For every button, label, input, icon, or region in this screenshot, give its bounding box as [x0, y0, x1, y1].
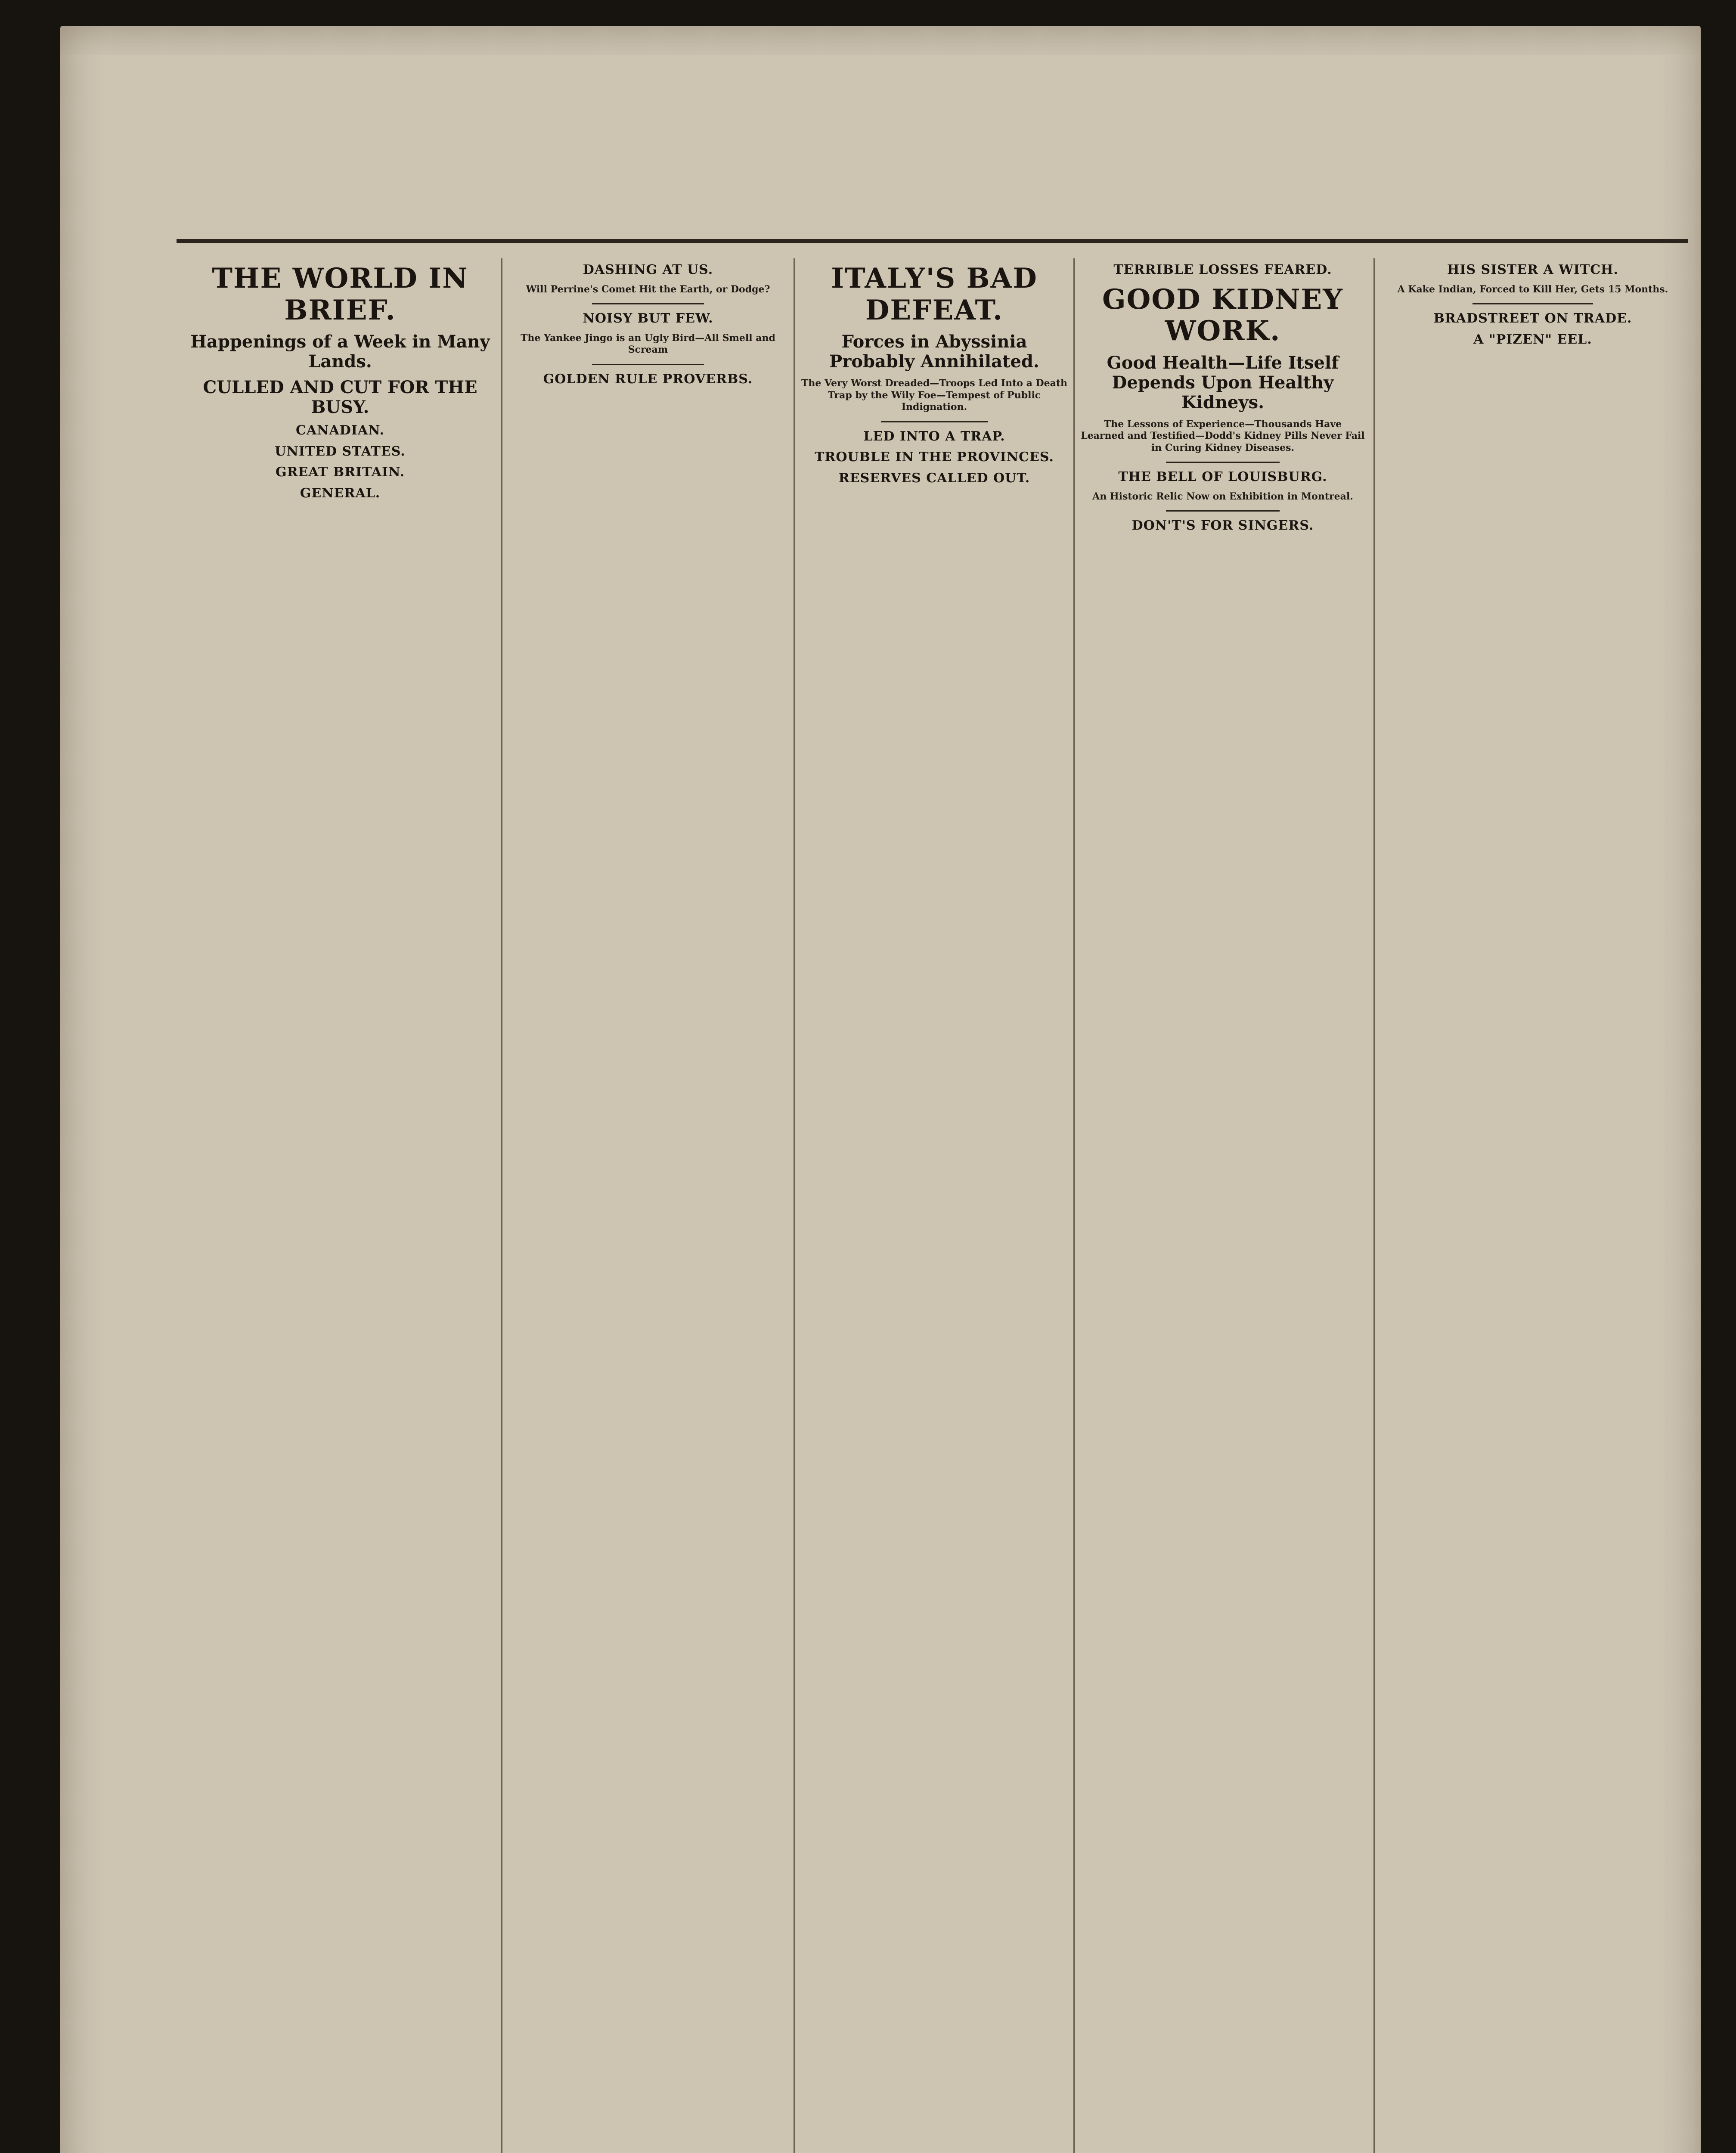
headline: Happenings of a Week in Many Lands. — [190, 332, 490, 372]
section-divider — [1166, 462, 1280, 463]
column-4 — [1081, 258, 1365, 2153]
column-separator — [1373, 258, 1375, 2153]
section-divider — [1472, 303, 1593, 304]
headline: GOOD KIDNEY WORK. — [1102, 283, 1343, 347]
headline: TROUBLE IN THE PROVINCES. — [815, 450, 1054, 465]
headline: TERRIBLE LOSSES FEARED. — [1113, 262, 1332, 277]
headline: BRADSTREET ON TRADE. — [1433, 311, 1632, 326]
subheadline: The Very Worst Dreaded—Troops Led Into a Death Trap by the Wily Foe—Tempest of Public Indignation. — [801, 378, 1067, 413]
headline: CULLED AND CUT FOR THE BUSY. — [203, 377, 477, 418]
column-3 — [801, 258, 1068, 2153]
column-separator — [501, 258, 502, 2153]
column-separator — [1073, 258, 1075, 2153]
headline: HIS SISTER A WITCH. — [1447, 262, 1618, 277]
headline: Good Health—Life Itself Depends Upon Healthy Kidneys. — [1107, 352, 1339, 413]
section-divider — [592, 303, 704, 304]
headline: Forces in Abyssinia Probably Annihilated. — [829, 332, 1039, 372]
headline: LED INTO A TRAP. — [863, 428, 1005, 444]
headline: CANADIAN. — [295, 423, 385, 438]
headline: GENERAL. — [300, 485, 381, 501]
column-5 — [1382, 258, 1683, 2153]
section-divider — [881, 421, 988, 422]
headline: THE WORLD IN BRIEF. — [212, 262, 468, 326]
headline: ITALY'S BAD DEFEAT. — [831, 262, 1038, 326]
headline: GREAT BRITAIN. — [275, 465, 405, 480]
subheadline: Will Perrine's Comet Hit the Earth, or Dodge? — [526, 283, 770, 295]
headline: THE BELL OF LOUISBURG. — [1118, 469, 1327, 485]
subheadline: The Lessons of Experience—Thousands Have Learned and Testified—Dodd's Kidney Pills Never Fail in Curing Kidney Diseases. — [1081, 418, 1365, 453]
top-rule — [177, 239, 1688, 243]
column-separator — [794, 258, 795, 2153]
headline: A "PIZEN" EEL. — [1473, 332, 1592, 347]
headline: RESERVES CALLED OUT. — [838, 470, 1030, 486]
section-divider — [1166, 510, 1280, 512]
subheadline: An Historic Relic Now on Exhibition in Montreal. — [1092, 490, 1353, 502]
headline: UNITED STATES. — [275, 444, 406, 459]
headline: DON'T'S FOR SINGERS. — [1132, 518, 1314, 534]
subheadline: A Kake Indian, Forced to Kill Her, Gets 15 Months. — [1397, 283, 1668, 295]
headline: DASHING AT US. — [583, 262, 713, 277]
subheadline: The Yankee Jingo is an Ugly Bird—All Smell and Scream — [521, 332, 775, 355]
headline: NOISY BUT FEW. — [583, 311, 713, 326]
headline: GOLDEN RULE PROVERBS. — [543, 371, 753, 387]
column-1 — [185, 258, 495, 2153]
column-2 — [508, 258, 788, 2153]
section-divider — [592, 364, 704, 365]
